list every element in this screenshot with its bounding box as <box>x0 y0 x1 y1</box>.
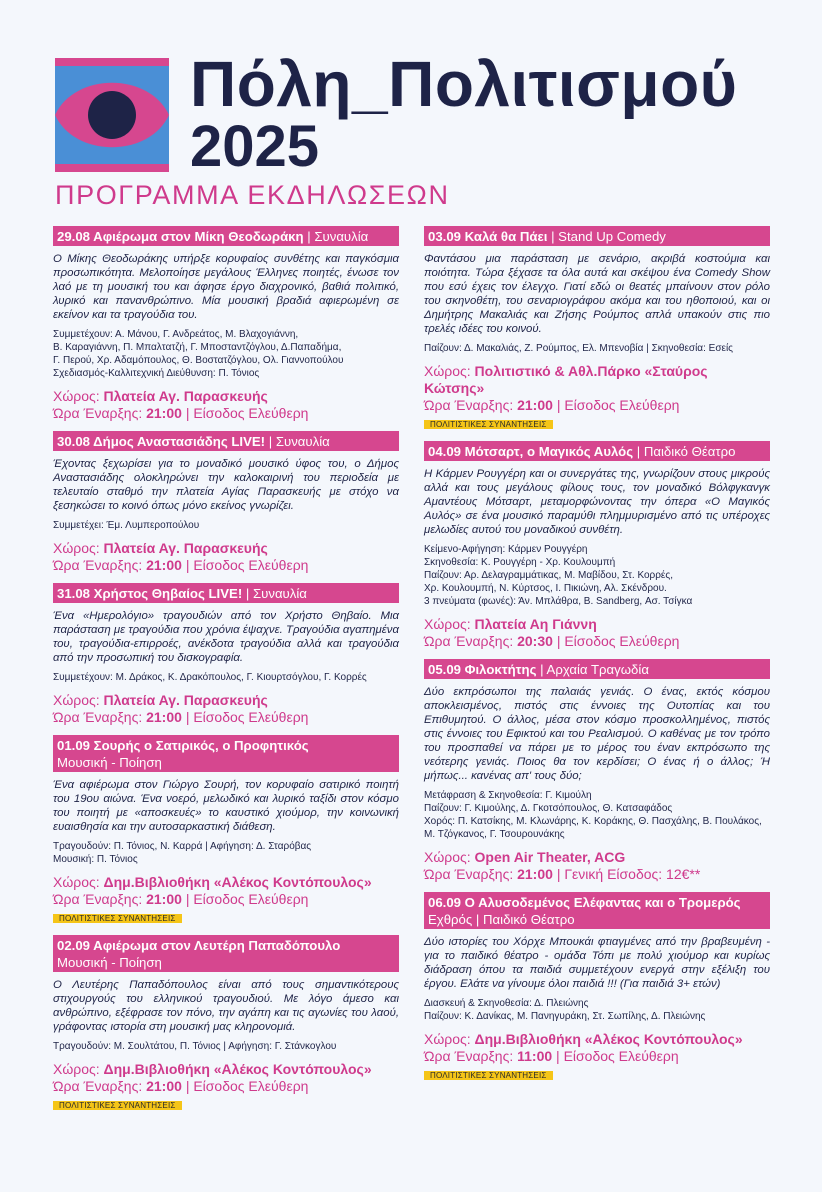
event-credits: Μετάφραση & Σκηνοθεσία: Γ. Κιμούλη Παίζουν: Γ. Κιμούλης, Δ. Γκοτσόπουλος, Θ. Κατσαφάδος Χορός: Π. Κατσίκης, Μ. Κλωνάρης, Κ. Κοράκης, Θ. Πασχάλης, Β. Πουλάκος, Μ. Τζόγκανος, Γ. Τσουρουνάκης <box>424 790 762 840</box>
time-value: 21:00 <box>146 1078 182 1094</box>
entry-info: | Είσοδος Ελεύθερη <box>556 397 680 413</box>
time-prefix: Ώρα Έναρξης: <box>53 709 143 725</box>
event-venue <box>53 874 399 891</box>
venue-prefix: Χώρος: <box>424 616 471 632</box>
event-header <box>424 226 770 246</box>
time-prefix: Ώρα Έναρξης: <box>53 891 143 907</box>
event-description: Ο Λευτέρης Παπαδόπουλος είναι από τους σημαντικότερους στιχουργούς του ελληνικού τραγουδιού. Με λόγο άμεσο και ανθρώπινο, εξέφρασε τον πόνο, την αγάπη και τις αγωνίες του λαού, γράφοντας ιστορία στη μουσική μας κληρονομιά. <box>53 979 399 1033</box>
event-card <box>53 935 399 1113</box>
cultural-meetings-badge: ΠΟΛΙΤΙΣΤΙΚΕΣ ΣΥΝΑΝΤΗΣΕΙΣ <box>53 914 182 923</box>
entry-info: | Είσοδος Ελεύθερη <box>185 557 309 573</box>
event-category: | Συναυλία <box>307 229 369 244</box>
venue-prefix: Χώρος: <box>424 1031 471 1047</box>
event-card <box>424 659 770 883</box>
event-venue <box>424 849 770 866</box>
time-prefix: Ώρα Έναρξης: <box>424 866 514 882</box>
event-card <box>424 226 770 432</box>
event-description: Δύο εκπρόσωποι της παλαιάς γενιάς. Ο ένας, εκτός κόσμου αποκλεισμένος, πιστός στις έννοιες της Ουτοπίας και του Επιθυμητού. Ο άλλος, μέσα στον κόσμο προσκολλημένος, πιστός στις έννοιες του Εφικτού και του Ρεαλισμού. Ο καθένας με τον τρόπο του προσπαθεί να πάρει με το μέρος του έναν εκπρόσωπο της νεότερης γενιάς. Ποιος θα τον κερδίσει; Ο ένας ή ο άλλος; Ή μήπως... κανένας απ' τους δύο; <box>424 686 770 782</box>
venue-prefix: Χώρος: <box>424 849 471 865</box>
event-date-title: 29.08 Αφιέρωμα στον Μίκη Θεοδωράκη <box>57 229 304 244</box>
event-header <box>53 583 399 603</box>
event-venue <box>424 363 770 397</box>
event-description: Φαντάσου μια παράσταση με σενάριο, ακριβά κοστούμια και ποιότητα. Τώρα ξέχασε τα όλα αυτά και σκέψου ένα Comedy Show που εσύ έχεις τον έλεγχο. Γιατί εδώ οι θεατές μπαίνουν στον ρόλο του σκηνοθέτη, του σεναριογράφου ακόμα και του ηθοποιού, και οι Δημήτρης Μακαλιάς και Ζήσης Ρούμπος απλά υπακούν στις πιο τρελές ιδέες του κοινού. <box>424 253 770 335</box>
event-card <box>53 226 399 422</box>
venue-prefix: Χώρος: <box>53 692 100 708</box>
time-value: 20:30 <box>517 633 553 649</box>
venue-name: Open Air Theater, ACG <box>474 849 626 865</box>
venue-prefix: Χώρος: <box>424 363 471 379</box>
event-credits: Τραγουδούν: Μ. Σουλτάτου, Π. Τόνιος | Αφήγηση: Γ. Στάνκογλου <box>53 1041 337 1052</box>
event-credits: Συμμετέχουν: Α. Μάνου, Γ. Ανδρεάτος, Μ. Βλαχογιάννη, Β. Καραγιάννη, Π. Μπαλτατζή, Γ. Μποσταντζόγλου, Δ.Παπαδήμα, Γ. Περού, Χρ. Αδαμόπουλος, Θ. Βοστατζόγλου, Ολ. Γιαννοπούλου Σχεδιασμός-Καλλιτεχνική Διεύθυνση: Π. Τόνιος <box>53 329 344 379</box>
event-time <box>53 557 399 574</box>
event-venue <box>53 388 399 405</box>
event-date-title: 31.08 Χρήστος Θηβαίος LIVE! <box>57 586 243 601</box>
page-title-year: 2025 <box>190 114 320 179</box>
venue-prefix: Χώρος: <box>53 874 100 890</box>
time-value: 21:00 <box>517 397 553 413</box>
venue-name: Πλατεία Αγ. Παρασκευής <box>103 692 268 708</box>
event-date-title: 01.09 Σουρής ο Σατιρικός, ο Προφητικός <box>57 738 309 753</box>
venue-name: Πλατεία Αη Γιάννη <box>474 616 597 632</box>
event-date-title: 03.09 Καλά θα Πάει <box>428 229 548 244</box>
time-value: 11:00 <box>517 1048 553 1064</box>
event-description: Ο Μίκης Θεοδωράκης υπήρξε κορυφαίος συνθέτης και παγκόσμια προσωπικότητα. Μελοποίησε μεγάλους Έλληνες ποιητές, ένωσε τον λαό με τη μουσική του και άφησε έργο διαχρονικό, βαθιά πολιτικό, λυρικό και πανανθρώπινο. Μία μουσική βραδιά αφιερωμένη σε εκείνον και τα τραγούδια του. <box>53 253 399 321</box>
time-prefix: Ώρα Έναρξης: <box>424 397 514 413</box>
entry-info: | Είσοδος Ελεύθερη <box>556 633 680 649</box>
event-description: Ένα «Ημερολόγιο» τραγουδιών από τον Χρήστο Θηβαίο. Μια παράσταση με τραγούδια που χρόνια έψαχνε. Τραγούδια αγαπημένα του, τραγούδια-επιρροές, ανέκδοτα τραγούδια αλλά και τραγούδια από την προσωπική του δισκογραφία. <box>53 610 399 664</box>
venue-name: Πλατεία Αγ. Παρασκευής <box>103 540 268 556</box>
page-subtitle: ΠΡΟΓΡΑΜΜΑ ΕΚΔΗΛΩΣΕΩΝ <box>55 180 450 210</box>
event-venue <box>53 1061 399 1078</box>
event-category: Μουσική - Ποίηση <box>57 755 162 770</box>
event-time <box>424 1048 770 1065</box>
venue-name: Δημ.Βιβλιοθήκη «Αλέκος Κοντόπουλος» <box>103 874 372 890</box>
event-date-title: 30.08 Δήμος Αναστασιάδης LIVE! <box>57 434 266 449</box>
event-header <box>53 735 399 772</box>
event-header <box>53 935 399 972</box>
cultural-meetings-badge: ΠΟΛΙΤΙΣΤΙΚΕΣ ΣΥΝΑΝΤΗΣΕΙΣ <box>424 1071 553 1080</box>
event-time <box>424 397 770 414</box>
event-description: Δύο ιστορίες του Χόρχε Μπουκάι φτιαγμένες από την βραβευμένη - για το παιδικό θέατρο - ομάδα Τόπι με πολύ χιούμορ και κυρίως διάδραση όπου τα παιδιά συμμετέχουν ενεργά στην εξέλιξη του έργου. Ελάτε να γίνουμε όλοι παιδιά !!! (Για παιδιά 3+ ετών) <box>424 936 770 990</box>
event-description: Η Κάρμεν Ρουγγέρη και οι συνεργάτες της, γνωρίζουν στους μικρούς αλλά και τους μεγάλους φίλους τους, τον μοναδικό Βόλφγκανγκ Αμαντέους Μότσαρτ, μεταμορφώνοντας την όπερα «Ο Μαγικός Αυλός» σε ένα μουσικό παραμύθι πλημμυρισμένο από τις υπέροχες μελωδίες αυτού του μοναδικού συνθέτη. <box>424 468 770 536</box>
venue-prefix: Χώρος: <box>53 540 100 556</box>
event-header <box>424 892 770 929</box>
event-category: | Συναυλία <box>245 586 307 601</box>
time-value: 21:00 <box>517 866 553 882</box>
event-time <box>53 1078 399 1095</box>
event-category: | Συναυλία <box>268 434 330 449</box>
cultural-meetings-badge: ΠΟΛΙΤΙΣΤΙΚΕΣ ΣΥΝΑΝΤΗΣΕΙΣ <box>53 1101 182 1110</box>
event-time <box>424 866 770 883</box>
entry-info: | Είσοδος Ελεύθερη <box>185 891 309 907</box>
time-value: 21:00 <box>146 709 182 725</box>
time-prefix: Ώρα Έναρξης: <box>424 633 514 649</box>
event-category: Μουσική - Ποίηση <box>57 955 162 970</box>
event-venue <box>424 616 770 633</box>
cultural-meetings-badge: ΠΟΛΙΤΙΣΤΙΚΕΣ ΣΥΝΑΝΤΗΣΕΙΣ <box>424 420 553 429</box>
event-venue <box>53 540 399 557</box>
event-header <box>53 431 399 451</box>
venue-name: Δημ.Βιβλιοθήκη «Αλέκος Κοντόπουλος» <box>474 1031 743 1047</box>
event-credits: Διασκευή & Σκηνοθεσία: Δ. Πλειώνης Παίζουν: Κ. Δανίκας, Μ. Πανηγυράκη, Στ. Σωπίλης, Δ. Πλειώνης <box>424 998 706 1022</box>
time-prefix: Ώρα Έναρξης: <box>53 405 143 421</box>
event-header <box>424 441 770 461</box>
event-credits: Τραγουδούν: Π. Τόνιος, Ν. Καρρά | Αφήγηση: Δ. Σταρόβας Μουσική: Π. Τόνιος <box>53 841 312 865</box>
right-column <box>424 226 770 1092</box>
event-date-title: 06.09 Ο Αλυσοδεμένος Ελέφαντας και ο Τρομερός <box>428 895 741 910</box>
entry-info: | Είσοδος Ελεύθερη <box>185 405 309 421</box>
event-venue <box>424 1031 770 1048</box>
event-card <box>53 735 399 926</box>
event-category: Εχθρός | Παιδικό Θέατρο <box>428 912 575 927</box>
event-category: | Παιδικό Θέατρο <box>636 444 736 459</box>
event-header <box>424 659 770 679</box>
event-description: Ένα αφιέρωμα στον Γιώργο Σουρή, τον κορυφαίο σατιρικό ποιητή του 19ου αιώνα. Ένα νοερό, μελωδικό και λυρικό ταξίδι στον κόσμο του ποιητή με «αποσκευές» το καυστικό χιούμορ, την κοινωνική ευαισθησία και την αυτοσαρκαστική διάθεση. <box>53 779 399 833</box>
event-description: Έχοντας ξεχωρίσει για το μοναδικό μουσικό ύφος του, ο Δήμος Αναστασιάδης ολοκληρώνει την καλοκαιρινή του περιοδεία με τελευταίο σταθμό την πλατεία Αγίας Παρασκευής με στόχο να ξεσηκώσει το κοινό όπως μόνο εκείνος γνωρίζει. <box>53 458 399 512</box>
entry-info: | Είσοδος Ελεύθερη <box>185 709 309 725</box>
event-date-title: 04.09 Μότσαρτ, ο Μαγικός Αυλός <box>428 444 634 459</box>
event-header <box>53 226 399 246</box>
event-time <box>53 405 399 422</box>
left-column <box>53 226 399 1122</box>
venue-prefix: Χώρος: <box>53 1061 100 1077</box>
venue-prefix: Χώρος: <box>53 388 100 404</box>
event-credits: Παίζουν: Δ. Μακαλιάς, Ζ. Ρούμπος, Ελ. Μπενοβία | Σκηνοθεσία: Εσείς <box>424 343 733 354</box>
event-credits: Συμμετέχει: Έμ. Λυμπεροπούλου <box>53 520 200 531</box>
event-date-title: 02.09 Αφιέρωμα στον Λευτέρη Παπαδόπουλο <box>57 938 341 953</box>
venue-name: Πολιτιστικό & Αθλ.Πάρκο «Σταύρος Κώτσης» <box>424 363 708 396</box>
entry-info: | Γενική Είσοδος: 12€** <box>556 866 701 882</box>
event-credits: Συμμετέχουν: Μ. Δράκος, Κ. Δρακόπουλος, Γ. Κιουρτσόγλου, Γ. Κορρές <box>53 672 367 683</box>
event-time <box>53 709 399 726</box>
event-category: | Αρχαία Τραγωδία <box>540 662 649 677</box>
eye-logo-icon <box>55 58 169 172</box>
time-value: 21:00 <box>146 891 182 907</box>
time-prefix: Ώρα Έναρξης: <box>53 557 143 573</box>
time-value: 21:00 <box>146 557 182 573</box>
event-card <box>424 892 770 1083</box>
event-time <box>53 891 399 908</box>
event-venue <box>53 692 399 709</box>
event-card <box>53 431 399 574</box>
venue-name: Δημ.Βιβλιοθήκη «Αλέκος Κοντόπουλος» <box>103 1061 372 1077</box>
event-category: | Stand Up Comedy <box>551 229 666 244</box>
event-credits: Κείμενο-Αφήγηση: Κάρμεν Ρουγγέρη Σκηνοθεσία: Κ. Ρουγγέρη - Χρ. Κουλουμπή Παίζουν: Αρ. Δελαγραμμάτικας, Μ. Μαβίδου, Στ. Κορρές, Χρ. Κουλουμπή, Ν. Κύρτσος, Ι. Πικιώνη, Αλ. Σκένδρου. 3 πνεύματα (φωνές): Άν. Μπλάθρα, Β. Sandberg, Ασ. Τσίγκα <box>424 544 693 607</box>
event-time <box>424 633 770 650</box>
venue-name: Πλατεία Αγ. Παρασκευής <box>103 388 268 404</box>
page-title: Πόλη_Πολιτισμού <box>190 48 738 120</box>
event-date-title: 05.09 Φιλοκτήτης <box>428 662 537 677</box>
event-card <box>53 583 399 726</box>
entry-info: | Είσοδος Ελεύθερη <box>185 1078 309 1094</box>
time-prefix: Ώρα Έναρξης: <box>53 1078 143 1094</box>
time-value: 21:00 <box>146 405 182 421</box>
time-prefix: Ώρα Έναρξης: <box>424 1048 514 1064</box>
entry-info: | Είσοδος Ελεύθερη <box>556 1048 679 1064</box>
event-card <box>424 441 770 650</box>
